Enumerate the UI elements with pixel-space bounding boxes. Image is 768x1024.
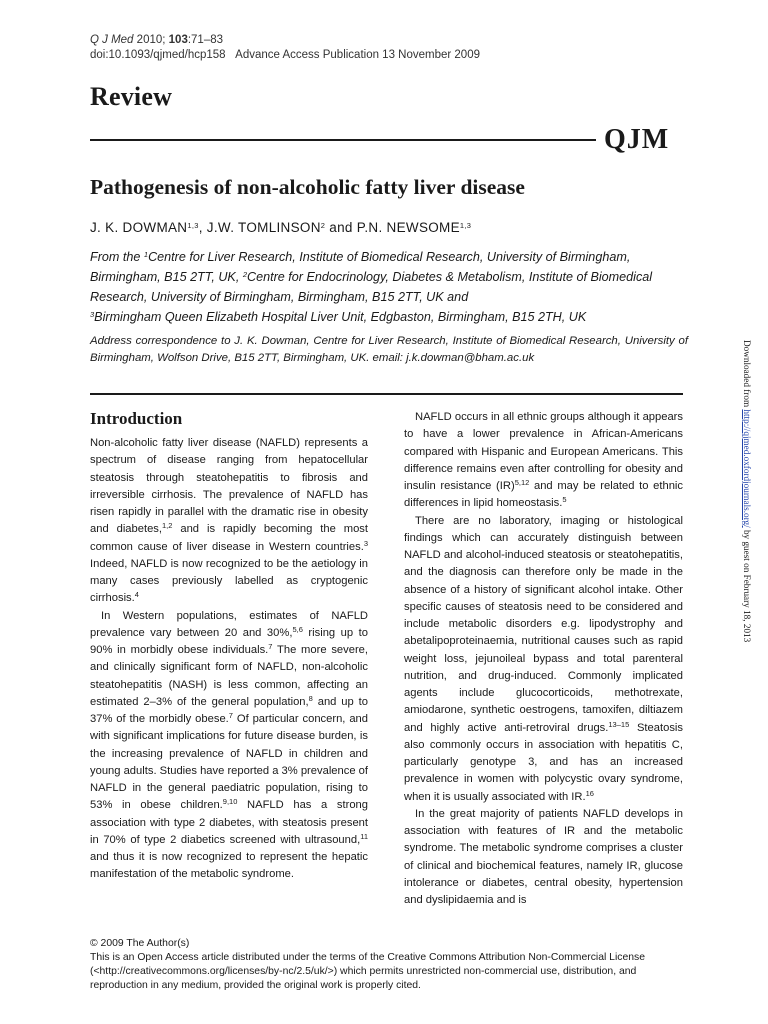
affiliation-3: Birmingham Queen Elizabeth Hospital Liver Unit, Edgbaston, Birmingham, B15 2TH, UK <box>94 310 587 324</box>
citation-pages: :71–83 <box>187 34 224 46</box>
paragraph <box>404 806 683 910</box>
citation-ref[interactable]: 16 <box>585 788 594 798</box>
journal-name: Q J Med <box>90 34 134 46</box>
affiliations: From the $^1$Centre for Liver Research, Institute of Biomedical Research, University of Birmingham, Birmingham, B15 2TT, UK, $^2$Centre for Endocrinology, Diabetes & Metabolism, Institute of Biomedical Research, University of Birmingham, Birmingham, B15 2TT, UK and $^3$Birmingham Queen Elizabeth Hospital Liver Unit, Edgbaston, Birmingham, B15 2TH, UK <box>90 250 653 324</box>
text-run: rising up to 90% in morbidly obese individuals. <box>90 626 368 656</box>
citation-ref[interactable]: 4 <box>134 590 139 600</box>
text-run: NAFLD occurs in all ethnic groups although it appears to have a lower prevalence in African-Americans compared with Hispanic and European Americans. This difference remains even after controlling for obesity and insulin resistance (IR) <box>404 411 683 492</box>
body-column-left <box>90 435 368 884</box>
text-run: Non-alcoholic fatty liver disease (NAFLD) represents a spectrum of disease ranging from hepatocellular steatosis through steatohepatitis to fibrosis and irreversible cirrhosis. The prevalence of NAFLD has risen rapidly in parallel with the dramatic rise in obesity and diabetes, <box>90 437 368 536</box>
author-name: P.N. NEWSOME <box>356 220 460 235</box>
download-prefix: Downloaded from <box>742 340 752 410</box>
text-run: and may be related to ethnic differences in lipid homeostasis. <box>404 480 683 510</box>
author-list <box>90 220 471 235</box>
text-run: In Western populations, estimates of NAFLD prevalence vary between 20 and 30%, <box>90 609 368 639</box>
section-rule <box>90 393 683 395</box>
citation-ref[interactable]: 11 <box>360 831 368 841</box>
license-footer <box>90 937 690 993</box>
citation-line-1 <box>90 33 480 48</box>
citation-ref[interactable]: 5,12 <box>514 478 530 487</box>
affiliation-lead: From the <box>90 250 144 264</box>
section-label: Review <box>90 82 173 111</box>
citation-line-2 <box>90 48 480 63</box>
text-run: and is rapidly becoming the most common cause of liver disease in Western countries. <box>90 523 368 553</box>
section-heading: Introduction <box>90 409 183 428</box>
author-name: J.W. TOMLINSON <box>206 220 321 235</box>
text-run: Of particular concern, and with significant implications for future disease burden, is the increasing prevalence of NAFLD in children and young adults. Studies have reported a 3% prevalence of NAFLD in the general paediatric population, rising to 53% in obese children. <box>90 713 369 812</box>
citation-year: 2010; <box>136 34 166 46</box>
citation-ref[interactable]: 5 <box>562 495 567 505</box>
paragraph <box>404 513 683 806</box>
header-rule <box>90 139 596 141</box>
citation-volume: 103 <box>168 34 188 46</box>
text-run: The more severe, and clinically significant form of NAFLD, non-alcoholic steatohepatitis (NASH) is less common, affecting an estimated 2–3% of the general population, <box>90 644 369 708</box>
author-affiliation-ref: 1,3 <box>459 221 472 230</box>
citation-ref[interactable]: 13–15 <box>608 719 630 729</box>
citation-ref[interactable]: 9,10 <box>222 797 238 807</box>
text-run: Indeed, NAFLD is now recognized to be the aetiology in many cases previously labelled as cryptogenic cirrhosis. <box>90 557 368 605</box>
paragraph <box>404 409 683 513</box>
license-text: This is an Open Access article distributed under the terms of the Creative Commons Attribution Non-Commercial License (<http://creativecommons.org/licenses/by-nc/2.5/uk/>) which permits unrestricted non-commercial use, distribution, and reproduction in any medium, provided the original work is properly cited. <box>90 952 645 991</box>
text-run: There are no laboratory, imaging or histological findings which can accurately distinguish between NAFLD and alcohol-induced steatosis or steatohepatitis, and the diagnosis can therefore only be made in the absence of a history of significant alcohol intake. Other specific causes of steatosis need to be considered and include metabolic disorders e.g. lipodystrophy and abetalipoproteinaemia, nutritional causes such as rapid weight loss, jejunoileal bypass and total parenteral nutrition, and drug-induced. Commonly implicated agents include glucocorticoids, methotrexate, amiodarone, synthetic oestrogens, tamoxifen, diltiazem and highly active anti-retroviral drugs. <box>404 514 683 734</box>
citation-ref[interactable]: 7 <box>228 711 233 720</box>
citation-ref[interactable]: 8 <box>308 693 313 703</box>
download-note-text <box>742 340 752 642</box>
affiliation-1: Centre for Liver Research, Institute of Biomedical Research, University of Birmingham, Birmingham, B15 2TT, UK, <box>90 250 631 284</box>
text-run: NAFLD has a strong association with type 2 diabetes, with steatosis present in 70% of type 2 diabetics screened with ultrasound, <box>90 799 368 846</box>
copyright: © 2009 The Author(s) <box>90 938 190 949</box>
journal-logo: QJM <box>604 124 670 155</box>
citation-ref[interactable]: 1,2 <box>162 521 173 531</box>
download-link[interactable]: http://qjmed.oxfordjournals.org/ <box>742 409 752 528</box>
author-affiliation-ref: 2 <box>320 221 326 230</box>
download-note <box>742 340 764 690</box>
citation-ref[interactable]: 7 <box>268 642 273 651</box>
paragraph <box>90 608 368 884</box>
affiliation-2: Centre for Endocrinology, Diabetes & Metabolism, Institute of Biomedical Research, University of Birmingham, Birmingham, B15 2TT, UK and <box>90 270 653 304</box>
correspondence: Address correspondence to J. K. Dowman, Centre for Liver Research, Institute of Biomedical Research, University of Birmingham, Wolfson Drive, B15 2TT, Birmingham, UK. email: j.k.dowman@bham.ac.uk <box>90 335 688 364</box>
author-name: J. K. DOWMAN <box>90 220 188 235</box>
download-suffix: by guest on February 18, 2013 <box>742 527 752 643</box>
advance-access: Advance Access Publication 13 November 2009 <box>235 49 480 61</box>
text-run: Steatosis also commonly occurs in association with hepatitis C, particularly genotype 3, and has an increased prevalence in women with polycystic ovary syndrome, when it is usually associated with IR. <box>404 721 683 803</box>
text-run: and up to 37% of the morbidly obese. <box>90 695 368 725</box>
author-separator: , <box>198 220 207 235</box>
citation-ref[interactable]: 3 <box>363 538 368 548</box>
author-affiliation-ref: 1,3 <box>187 221 199 230</box>
author-separator: and <box>325 220 357 235</box>
doi[interactable]: doi:10.1093/qjmed/hcp158 <box>90 49 226 61</box>
article-title: Pathogenesis of non-alcoholic fatty liver disease <box>90 175 525 199</box>
citation-block <box>90 33 480 63</box>
text-run: and thus it is now recognized to represent the hepatic manifestation of the metabolic syndrome. <box>90 851 368 881</box>
paragraph <box>90 435 368 608</box>
body-column-right <box>404 409 683 909</box>
citation-ref[interactable]: 5,6 <box>292 624 303 634</box>
text-run: In the great majority of patients NAFLD develops in association with features of IR and the metabolic syndrome. The metabolic syndrome comprises a cluster of clinical and biochemical features, namely IR, glucose intolerance or diabetes, central obesity, hypertension and dyslipidaemia and is <box>404 807 683 906</box>
